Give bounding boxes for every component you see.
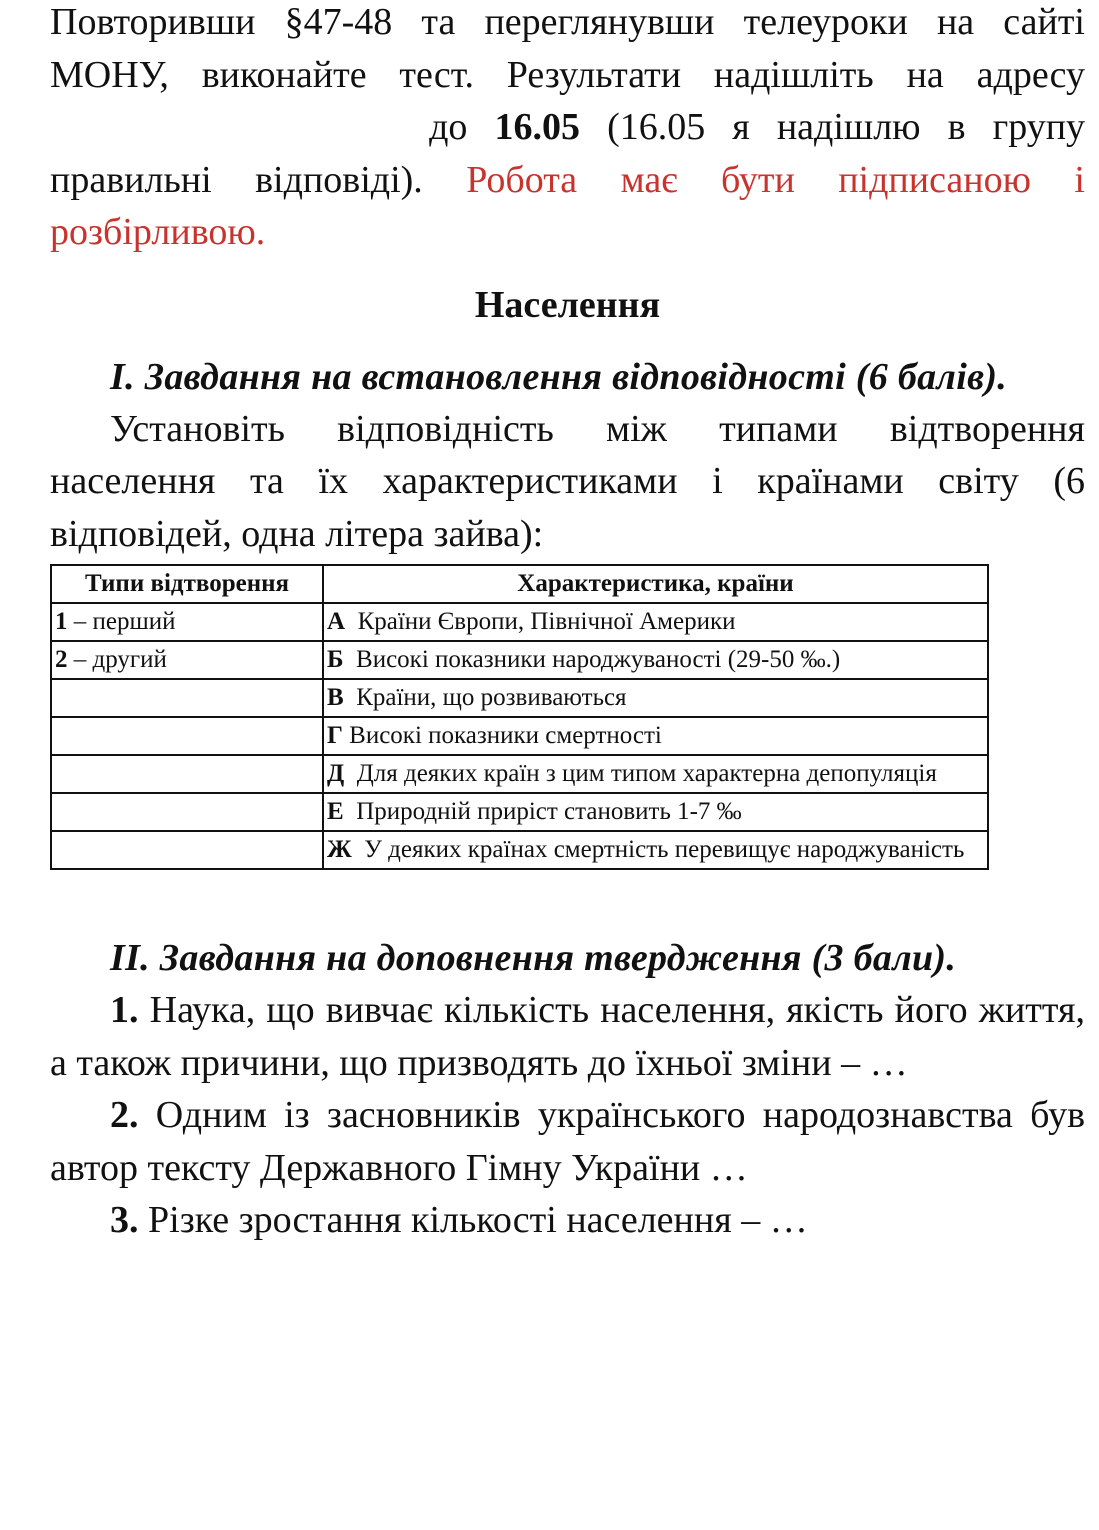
task2-item-1: 1. Наука, що вивчає кількість населення, якість його життя, а також причини, що призводять до їхньої зміни – … xyxy=(50,989,1085,1084)
intro-text: Повторивши §47-48 та переглянувши телеуроки на сайті МОНУ, виконайте тест. Результати надішліть на адресу xyxy=(50,1,1085,96)
type-cell: 2 – другий xyxy=(51,641,323,679)
table-row xyxy=(51,831,988,869)
task2-item-2: 2. Одним із засновників українського народознавства був автор тексту Державного Гімну України … xyxy=(50,1094,1086,1189)
matching-table xyxy=(50,564,989,870)
table-row xyxy=(51,755,988,793)
type-cell xyxy=(51,717,323,755)
task2-heading: ІІ. Завдання на доповнення твердження (3 бали). xyxy=(110,937,957,979)
table-header-row xyxy=(51,565,988,603)
col-characteristics-header: Характеристика, країни xyxy=(323,565,988,603)
table-row xyxy=(51,679,988,717)
document-page xyxy=(50,0,1085,1247)
page-title: Населення xyxy=(474,283,661,326)
col-types-header: Типи відтворення xyxy=(51,565,323,603)
task1-heading: І. Завдання на встановлення відповідності (6 балів). xyxy=(110,355,1008,398)
table-row xyxy=(51,717,988,755)
intro-note: (16.05 я надішлю в групу правильні відповіді). xyxy=(50,106,1086,201)
type-cell xyxy=(51,755,323,793)
characteristic-cell: А Країни Європи, Північної Америки xyxy=(323,603,988,641)
type-cell xyxy=(51,679,323,717)
table-row xyxy=(51,793,988,831)
characteristic-cell: Г Високі показники смертності xyxy=(323,717,988,755)
task1-instruction: Установіть відповідність між типами відтворення населення та їх характеристиками і країнами світу (6 відповідей, одна літера зайва): xyxy=(50,407,1085,555)
characteristic-cell: Д Для деяких країн з цим типом характерна депопуляція xyxy=(323,755,988,793)
intro-to: до xyxy=(429,106,468,148)
task2-item-3: 3. Різке зростання кількості населення – … xyxy=(110,1199,808,1241)
type-cell xyxy=(51,831,323,869)
characteristic-cell: В Країни, що розвиваються xyxy=(323,679,988,717)
characteristic-cell: Б Високі показники народжуваності (29-50 ‰.) xyxy=(323,641,988,679)
characteristic-cell: Е Природній приріст становить 1-7 ‰ xyxy=(323,793,988,831)
type-cell: 1 – перший xyxy=(51,603,323,641)
table-row xyxy=(51,603,988,641)
table-row xyxy=(51,641,988,679)
intro-paragraph xyxy=(50,0,1085,259)
warning-text: Робота має бути підписаною і розбірливою. xyxy=(50,158,1085,253)
characteristic-cell: Ж У деяких країнах смертність перевищує народжуваність xyxy=(323,831,988,869)
deadline-date: 16.05 xyxy=(494,106,580,148)
type-cell xyxy=(51,793,323,831)
